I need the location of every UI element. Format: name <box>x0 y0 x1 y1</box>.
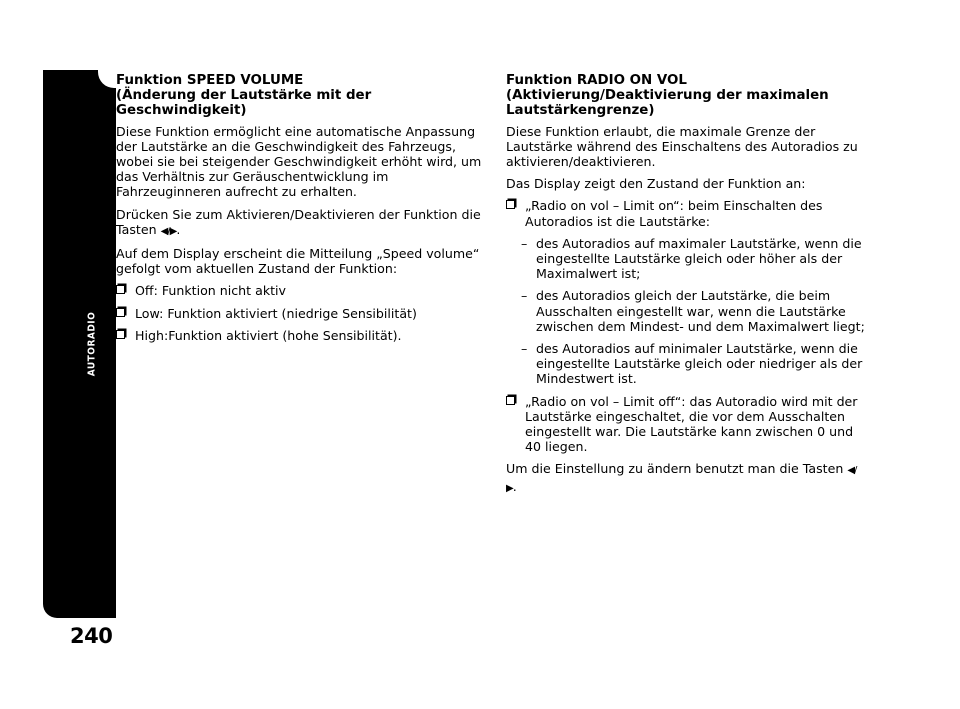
side-bar <box>43 70 116 618</box>
heading-name: RADIO ON VOL <box>576 73 687 88</box>
heading-sub-2: Geschwindigkeit) <box>116 103 247 119</box>
dash-item <box>506 341 866 387</box>
list-item-text: „Radio on vol – Limit off“: das Autoradio wird mit der Lautstärke eingeschaltet, die vor dem Ausschalten eingestellt war. Die Lautstärke kann zwischen 0 und 40 liegen. <box>525 393 858 455</box>
paragraph-end: . <box>512 478 517 494</box>
dash-item-text: des Autoradios auf minimaler Lautstärke, wenn die eingestellte Lautstärke gleich oder niedriger als der Mindestwert ist. <box>536 341 863 387</box>
paragraph-end: . <box>176 221 181 237</box>
radio-on-vol-heading <box>506 73 866 119</box>
list-item <box>116 306 484 321</box>
page-number: 240 <box>70 624 113 648</box>
dash-mark: – <box>521 288 528 304</box>
dash-item <box>506 236 866 282</box>
heading-prefix: Funktion <box>116 73 187 88</box>
paragraph: Diese Funktion erlaubt, die maximale Grenze der Lautstärke während des Einschaltens des Autoradios zu aktivieren/deaktivieren. <box>506 123 858 170</box>
checkbox-bullet-icon <box>506 396 515 405</box>
dash-item <box>506 288 866 334</box>
paragraph: Auf dem Display erscheint die Mitteilung „Speed volume“ gefolgt vom aktuellen Zustand der Funktion: <box>116 246 480 277</box>
dash-mark: – <box>521 235 528 251</box>
checkbox-bullet-icon <box>506 200 515 209</box>
paragraph-text: Drücken Sie zum Aktivieren/Deaktivieren der Funktion die Tasten <box>116 206 481 237</box>
list-item <box>116 328 484 343</box>
arrow-keys-icon: ◀/▶ <box>160 225 177 237</box>
list-item-text: Off: Funktion nicht aktiv <box>135 283 287 299</box>
checkbox-bullet-icon <box>116 330 125 339</box>
section-label: AUTORADIO <box>86 311 98 377</box>
paragraph: Das Display zeigt den Zustand der Funktion an: <box>506 176 806 192</box>
list-item <box>506 198 866 228</box>
checkbox-bullet-icon <box>116 285 125 294</box>
heading-sub-1: (Änderung der Lautstärke mit der <box>116 88 372 104</box>
dash-mark: – <box>521 341 528 357</box>
list-item <box>506 394 866 455</box>
list-item <box>116 283 484 298</box>
list-item-text: High:Funktion aktiviert (hohe Sensibilität). <box>135 327 402 343</box>
heading-sub-2: Lautstärkengrenze) <box>506 103 655 119</box>
heading-sub-1: (Aktivierung/Deaktivierung der maximalen <box>506 88 829 104</box>
paragraph-text: Um die Einstellung zu ändern benutzt man die Tasten <box>506 461 844 477</box>
dash-item-text: des Autoradios gleich der Lautstärke, die beim Ausschalten eingestellt war, wenn die Lautstärke zwischen dem Mindest- und dem Maximalwert liegt; <box>536 288 865 334</box>
paragraph: Diese Funktion ermöglicht eine automatische Anpassung der Lautstärke an die Geschwindigkeit des Fahrzeugs, wobei sie bei steigender Geschwindigkeit erhöht wird, um das Verhältnis zur Geräuschentwicklung im Fahrzeuginneren aufrecht zu erhalten. <box>116 123 482 200</box>
checkbox-bullet-icon <box>116 308 125 317</box>
paragraph <box>506 461 866 495</box>
right-column <box>506 73 866 503</box>
left-column <box>116 73 484 350</box>
paragraph <box>116 207 484 239</box>
dash-item-text: des Autoradios auf maximaler Lautstärke, wenn die eingestellte Lautstärke gleich oder höher als der Maximalwert ist; <box>536 235 862 282</box>
speed-volume-heading <box>116 73 484 119</box>
page-corner <box>98 70 116 88</box>
heading-name: SPEED VOLUME <box>186 73 304 88</box>
heading-prefix: Funktion <box>506 73 577 88</box>
list-item-text: Low: Funktion aktiviert (niedrige Sensibilität) <box>135 305 417 321</box>
arrow-keys-icon: ◀/▶ <box>506 465 857 494</box>
list-item-text: „Radio on vol – Limit on“: beim Einschalten des Autoradios ist die Lautstärke: <box>525 198 823 229</box>
